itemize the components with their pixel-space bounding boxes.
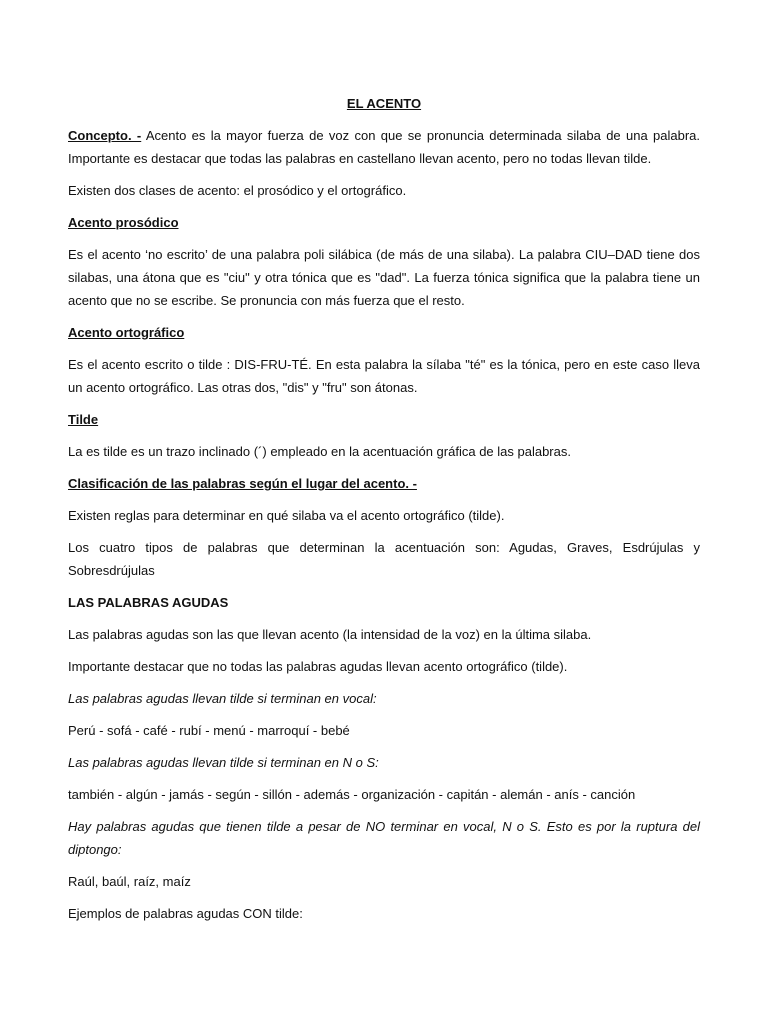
agudas-examples-ns: también - algún - jamás - según - sillón - además - organización - capitán - alemán - anís - canción [68, 787, 636, 802]
tilde-paragraph: La es tilde es un trazo inclinado (´) empleado en la acentuación gráfica de las palabras. [68, 444, 571, 459]
clasificacion-paragraph-2: Los cuatro tipos de palabras que determinan la acentuación son: Agudas, Graves, Esdrújulas y Sobresdrújulas [68, 540, 700, 578]
document-title: EL ACENTO [346, 96, 422, 111]
prosodico-paragraph: Es el acento ‘no escrito’ de una palabra poli silábica (de más de una silaba). La palabra CIU–DAD tiene dos silabas, una átona que es "ciu" y otra tónica que es "dad". La fuerza tónica significa que la palabra tiene un acento que no se escribe. Se pronuncia con más fuerza que el resto. [68, 247, 700, 308]
ortografico-paragraph: Es el acento escrito o tilde : DIS-FRU-TÉ. En esta palabra la sílaba "té" es la tónica, pero en este caso lleva un acento ortográfico. Las otras dos, "dis" y "fru" son átonas. [68, 357, 700, 395]
document-page [68, 92, 700, 934]
prosodico-heading: Acento prosódico [68, 215, 179, 230]
clases-paragraph: Existen dos clases de acento: el prosódico y el ortográfico. [68, 183, 407, 198]
concepto-paragraph [68, 124, 700, 170]
concepto-label: Concepto. - [68, 128, 142, 143]
agudas-rule-ns: Las palabras agudas llevan tilde si terminan en N o S: [68, 755, 379, 770]
ortografico-heading: Acento ortográfico [68, 325, 185, 340]
agudas-examples-vocal: Perú - sofá - café - rubí - menú - marroquí - bebé [68, 723, 350, 738]
concepto-text: Acento es la mayor fuerza de voz con que se pronuncia determinada silaba de una palabra. Importante es destacar que todas las palabras en castellano llevan acento, pero no todas llevan tilde. [68, 128, 701, 166]
agudas-examples-diptongo: Raúl, baúl, raíz, maíz [68, 874, 191, 889]
tilde-heading: Tilde [68, 412, 99, 427]
agudas-ejemplos-con-tilde: Ejemplos de palabras agudas CON tilde: [68, 906, 303, 921]
agudas-rule-diptongo: Hay palabras agudas que tienen tilde a pesar de NO terminar en vocal, N o S. Esto es por la ruptura del diptongo: [68, 819, 700, 857]
clasificacion-heading: Clasificación de las palabras según el lugar del acento. - [68, 476, 417, 491]
clasificacion-paragraph-1: Existen reglas para determinar en qué silaba va el acento ortográfico (tilde). [68, 508, 505, 523]
agudas-rule-vocal: Las palabras agudas llevan tilde si terminan en vocal: [68, 691, 377, 706]
agudas-paragraph-2: Importante destacar que no todas las palabras agudas llevan acento ortográfico (tilde). [68, 659, 568, 674]
agudas-paragraph-1: Las palabras agudas son las que llevan acento (la intensidad de la voz) en la última silaba. [68, 627, 592, 642]
agudas-heading: LAS PALABRAS AGUDAS [68, 595, 229, 610]
